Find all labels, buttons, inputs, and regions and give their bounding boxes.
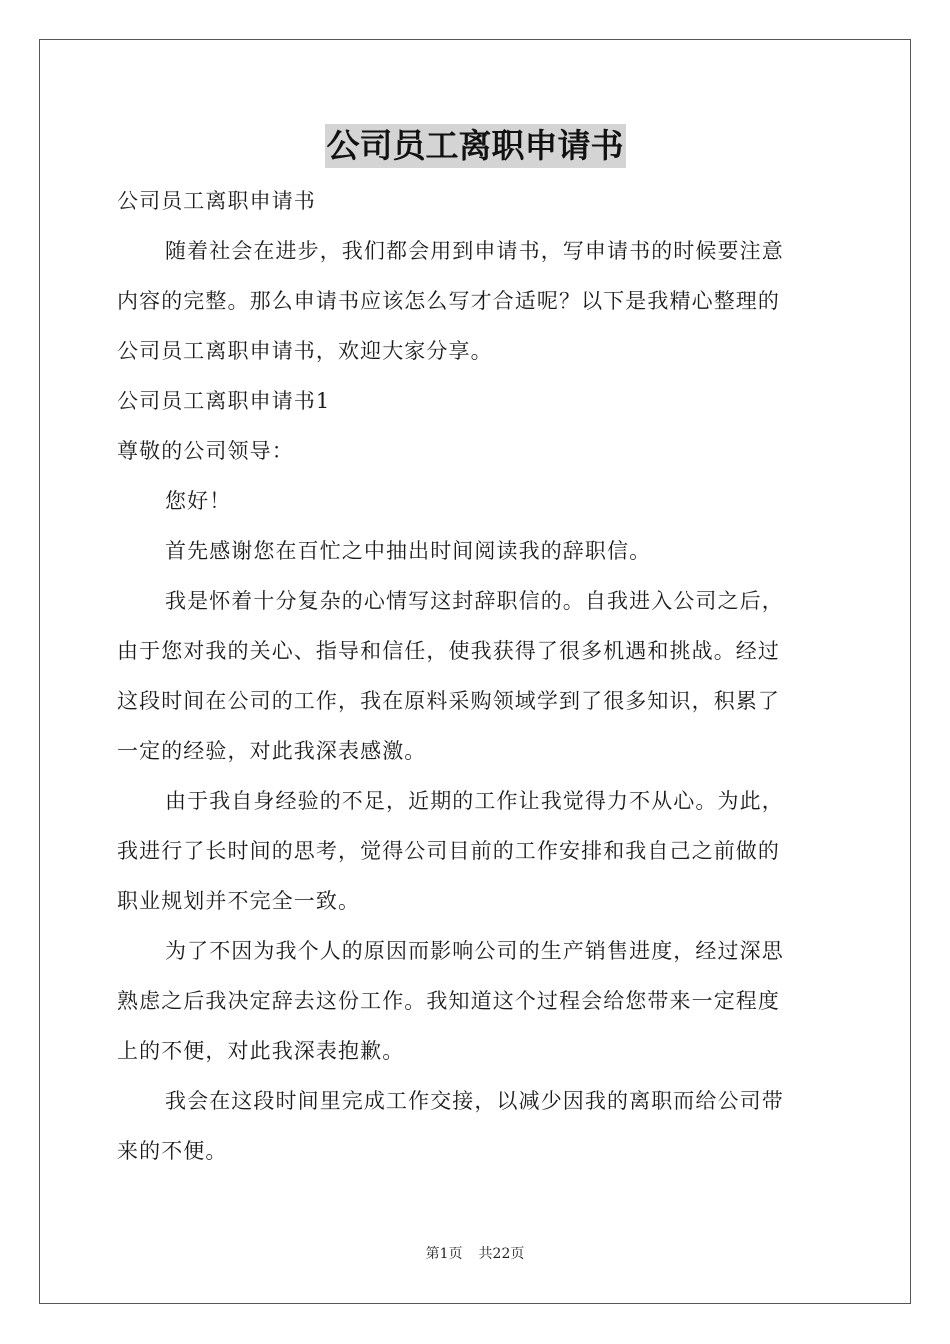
document-body: [117, 176, 835, 1176]
text-line: 我会在这段时间里完成工作交接，以减少因我的离职而给公司带: [165, 1089, 784, 1113]
text-line: 熟虑之后我决定辞去这份工作。我知道这个过程会给您带来一定程度: [117, 989, 780, 1013]
text-line: 内容的完整。那么申请书应该怎么写才合适呢？以下是我精心整理的: [117, 289, 780, 313]
page-number: 第1页: [425, 1246, 463, 1262]
text-line: 公司员工离职申请书，欢迎大家分享。: [117, 339, 493, 363]
text-line: 您好！: [165, 489, 232, 513]
text-line: 公司员工离职申请书: [117, 189, 316, 213]
text-line: 公司员工离职申请书1: [117, 389, 331, 413]
text-line: 上的不便，对此我深表抱歉。: [117, 1039, 405, 1063]
title-container: [0, 124, 950, 168]
text-line: 来的不便。: [117, 1139, 228, 1163]
document-title: 公司员工离职申请书: [325, 124, 626, 168]
text-line: 由于您对我的关心、指导和信任，使我获得了很多机遇和挑战。经过: [117, 639, 780, 663]
text-line: 我进行了长时间的思考，觉得公司目前的工作安排和我自己之前做的: [117, 839, 780, 863]
text-line: 一定的经验，对此我深表感激。: [117, 739, 427, 763]
text-line: 首先感谢您在百忙之中抽出时间阅读我的辞职信。: [165, 539, 652, 563]
text-line: 我是怀着十分复杂的心情写这封辞职信的。自我进入公司之后，: [165, 589, 784, 613]
text-line: 职业规划并不完全一致。: [117, 889, 361, 913]
text-line: 随着社会在进步，我们都会用到申请书，写申请书的时候要注意: [165, 239, 784, 263]
text-line: 为了不因为我个人的原因而影响公司的生产销售进度，经过深思: [165, 939, 784, 963]
page-footer: [0, 1244, 950, 1264]
text-line: 尊敬的公司领导：: [117, 439, 294, 463]
text-line: 由于我自身经验的不足，近期的工作让我觉得力不从心。为此，: [165, 789, 784, 813]
text-line: 这段时间在公司的工作，我在原料采购领域学到了很多知识，积累了: [117, 689, 780, 713]
page-total: 共22页: [478, 1246, 525, 1262]
